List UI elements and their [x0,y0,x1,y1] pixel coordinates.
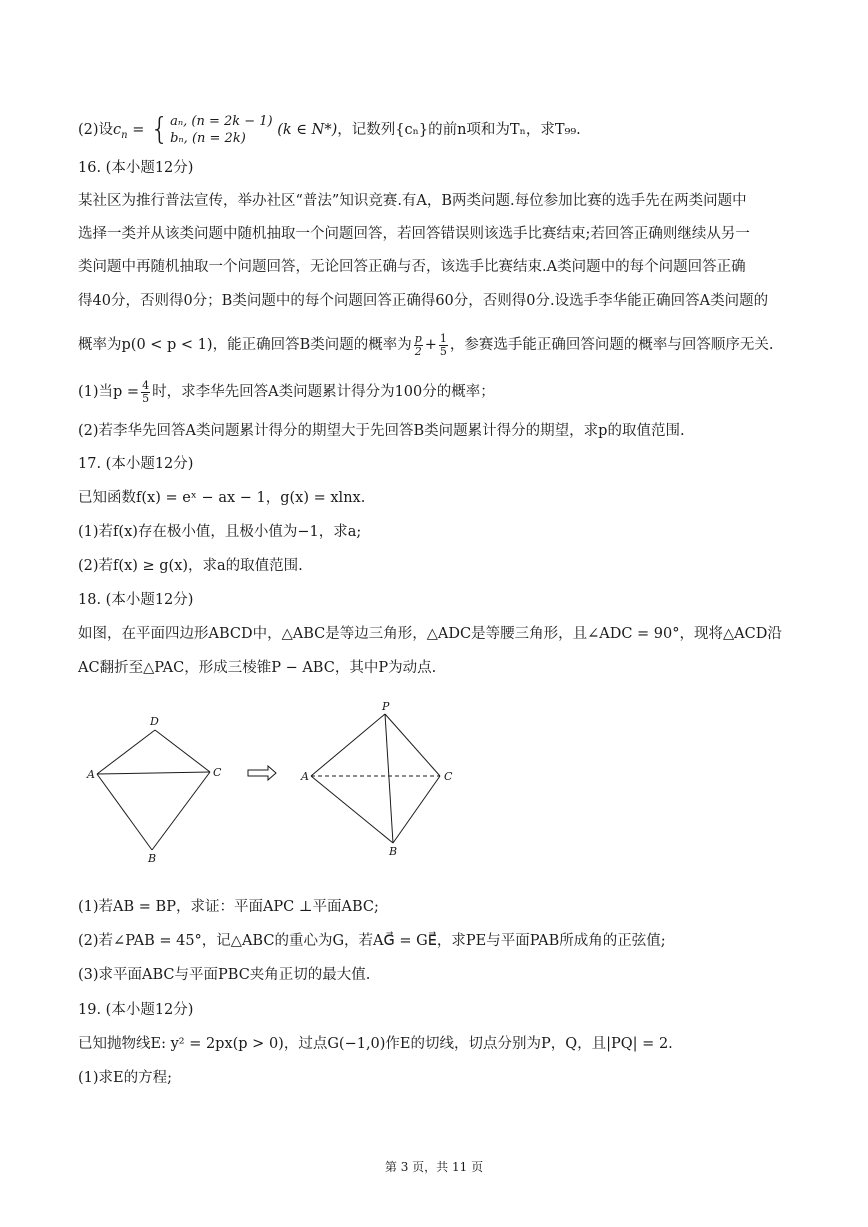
left-brace: { [150,112,170,147]
double-arrow-icon [248,766,276,780]
part1-den: 5 [142,391,150,405]
label-a2: A [301,770,309,783]
q18-part3: (3)求平面ABC与平面PBC夹角正切的最大值. [78,967,371,983]
q18-stem-1: 如图，在平面四边形ABCD中，△ABC是等边三角形，△ADC是等腰三角形，且∠ADC = 90°，现将△ACD沿 [78,626,782,642]
part1-num: 4 [142,378,150,392]
q18-part1: (1)若AB = BP，求证：平面APC ⊥平面ABC; [78,899,379,915]
q18-header: 18. (本小题12分) [78,592,194,608]
q16-part1 [78,374,794,410]
equals: = [127,122,149,138]
case-2: bₙ, (n = 2k) [170,131,246,146]
q18-stem-2: AC翻折至△PAC，形成三棱锥P − ABC，其中P为动点. [78,660,437,676]
c-symbol: c [113,122,122,138]
q16-part2: (2)若李华先回答A类问题累计得分的期望大于先回答B类问题累计得分的期望，求p的取值范围. [78,423,685,439]
c-subscript: n [121,129,128,141]
q16-part1-b: 时，求李华先回答A类问题累计得分为100分的概率； [152,384,495,400]
q16-part1-a: (1)当p = [78,384,140,400]
fraction-p-over-2 [414,333,423,358]
frac1-den: 2 [414,344,422,358]
q16-line-1: 某社区为推行普法宣传，举办社区“普法”知识竞赛.有A，B两类问题.每位参加比赛的选手先在两类问题中 [78,193,747,209]
q17-part2: (2)若f(x) ≥ g(x)，求a的取值范围. [78,558,303,574]
fraction-1-over-5 [439,333,448,358]
tetrahedron-pabc [311,714,440,843]
label-c: C [213,766,222,779]
q19-part1: (1)求E的方程; [78,1070,173,1086]
q16-line-5 [78,327,794,363]
q17-header: 17. (本小题12分) [78,456,194,472]
q15-part2-prefix: (2)设 [78,122,114,138]
q18-figure [80,700,480,870]
label-d: D [150,715,159,728]
k-condition: (k ∈ N*) [277,122,338,138]
q15-part2 [78,112,796,154]
frac1-num: p [414,331,422,345]
q16-header: 16. (本小题12分) [78,160,194,176]
q16-line-3: 类问题中再随机抽取一个问题回答，无论回答正确与否，该选手比赛结束.A类问题中的每个问题回答正确 [78,259,746,275]
piecewise-definition [149,113,273,147]
label-b: B [148,852,157,865]
q16-line5-a: 概率为p(0 < p < 1)，能正确回答B类问题的概率为 [78,337,412,353]
fraction-4-over-5 [141,380,150,405]
label-p: P [382,700,390,713]
q16-line-2: 选择一类并从该类问题中随机抽取一个问题回答，若回答错误则该选手比赛结束;若回答正确则继续从另一 [78,226,750,242]
q19-stem: 已知抛物线E: y² = 2px(p > 0)，过点G(−1,0)作E的切线，切点分别为P，Q，且|PQ| = 2. [78,1036,673,1052]
q16-line-4: 得40分，否则得0分；B类问题中的每个问题回答正确得60分，否则得0分.设选手李华能正确回答A类问题的 [78,293,769,309]
q17-stem: 已知函数f(x) = eˣ − ax − 1，g(x) = xlnx. [78,490,366,506]
q17-part1: (1)若f(x)存在极小值，且极小值为−1，求a; [78,524,362,540]
q15-part2-rest: ，记数列{cₙ}的前n项和为Tₙ，求T₉₉. [337,122,581,138]
label-b2: B [389,845,398,858]
page-footer: 第 3 页，共 11 页 [384,1160,484,1174]
case-1: aₙ, (n = 2k − 1) [170,114,273,129]
q16-line5-b: ，参赛选手能正确回答问题的概率与回答顺序无关. [449,337,774,353]
q18-part2: (2)若∠PAB = 45°，记△ABC的重心为G，若AG⃗ = GE⃗，求PE与平面PAB所成角的正弦值; [78,933,666,949]
frac2-num: 1 [439,331,447,345]
quadrilateral-abcd [97,730,210,850]
plus-sign: + [424,337,437,353]
frac2-den: 5 [439,344,447,358]
label-c2: C [444,770,453,783]
q19-header: 19. (本小题12分) [78,1002,194,1018]
label-a: A [87,768,95,781]
